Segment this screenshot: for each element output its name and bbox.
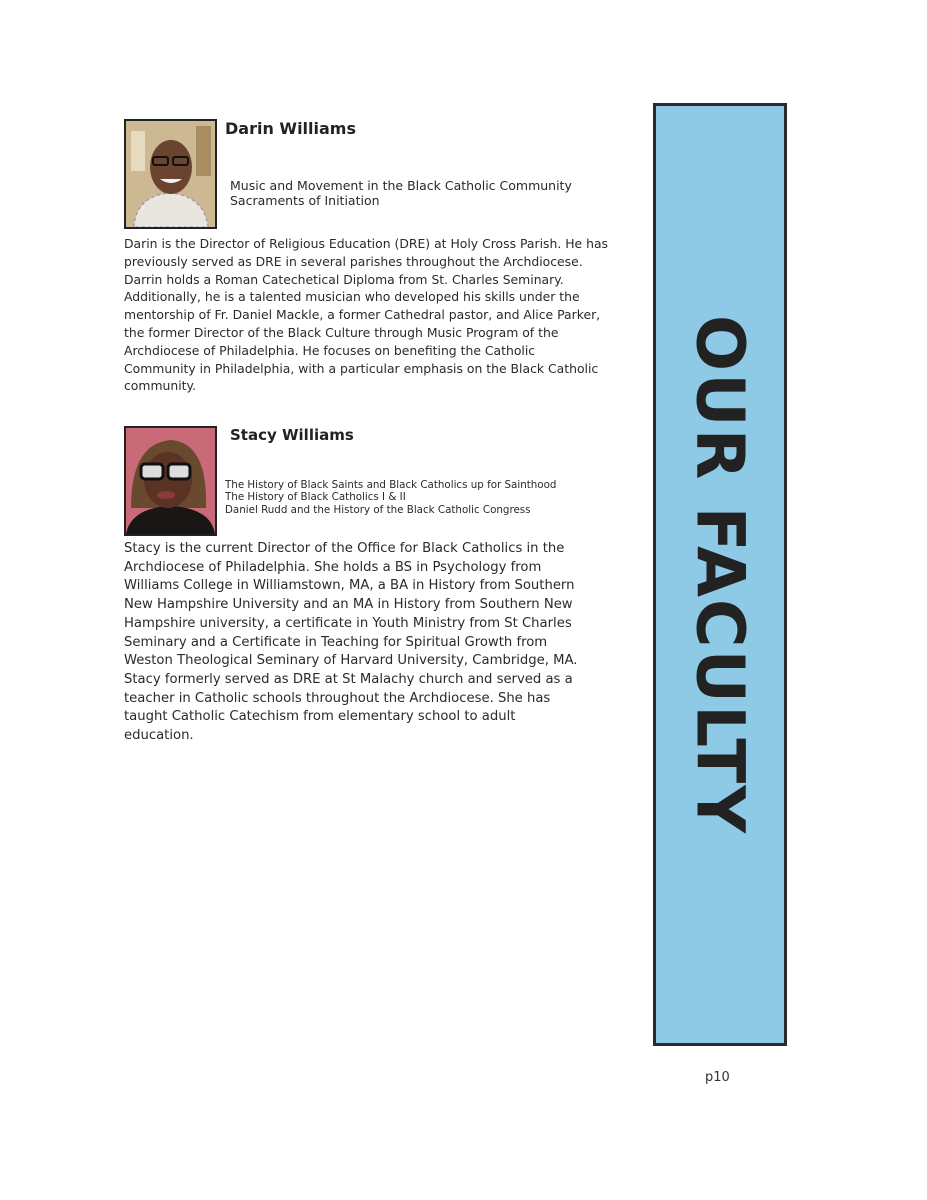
bio-line: the former Director of the Black Culture through Music Program of the (124, 324, 559, 340)
faculty-bio (124, 235, 608, 395)
bio-line: Darin is the Director of Religious Education (DRE) at Holy Cross Parish. He has (124, 236, 608, 251)
bio-line: Darrin holds a Roman Catechetical Diploma from St. Charles Seminary. (124, 271, 564, 287)
course-item: Sacraments of Initiation (230, 193, 380, 208)
page-number: p10 (705, 1070, 730, 1085)
portrait-image (126, 428, 215, 534)
faculty-name: Stacy Williams (230, 426, 354, 444)
course-item: Daniel Rudd and the History of the Black Catholic Congress (225, 503, 531, 516)
bio-line: Hampshire university, a certificate in Youth Ministry from St Charles (124, 615, 572, 631)
bio-line: Williams College in Williamstown, MA, a BA in History from Southern (124, 578, 575, 594)
course-item: Music and Movement in the Black Catholic Community (230, 178, 572, 193)
bio-line: Archdiocese of Philadelphia. She holds a BS in Psychology from (124, 559, 542, 575)
course-list (225, 479, 556, 516)
course-item: The History of Black Catholics I & II (225, 491, 406, 504)
stacy-williams-photo (124, 426, 217, 536)
bio-line: education. (124, 728, 194, 744)
bio-line: teacher in Catholic schools throughout the Archdiocese. She has (124, 690, 551, 706)
bio-line: mentorship of Fr. Daniel Mackle, a former Cathedral pastor, and Alice Parker, (124, 307, 601, 323)
course-list (230, 178, 572, 208)
bio-line: Additionally, he is a talented musician who developed his skills under the (124, 289, 580, 305)
side-title: OUR FACULTY (681, 314, 759, 835)
bio-line: Archdiocese of Philadelphia. He focuses on benefiting the Catholic (124, 342, 536, 358)
bio-line: Community in Philadelphia, with a particular emphasis on the Black Catholic (124, 360, 599, 376)
bio-line: previously served as DRE in several parishes throughout the Archdiocese. (124, 253, 583, 269)
bio-line: New Hampshire University and an MA in History from Southern New (124, 597, 573, 613)
bio-line: taught Catholic Catechism from elementary school to adult (124, 709, 516, 725)
side-title-panel (653, 103, 787, 1046)
course-item: The History of Black Saints and Black Catholics up for Sainthood (225, 479, 557, 491)
bio-line: Stacy formerly served as DRE at St Malachy church and served as a (124, 671, 573, 687)
bio-line: community. (124, 378, 197, 394)
bio-line: Seminary and a Certificate in Teaching for Spiritual Growth from (124, 634, 548, 650)
bio-line: Stacy is the current Director of the Office for Black Catholics in the (124, 541, 565, 556)
portrait-image (126, 121, 215, 227)
darin-williams-photo (124, 119, 217, 229)
bio-line: Weston Theological Seminary of Harvard University, Cambridge, MA. (124, 653, 578, 669)
faculty-name: Darin Williams (225, 119, 356, 138)
faculty-bio (124, 540, 578, 746)
